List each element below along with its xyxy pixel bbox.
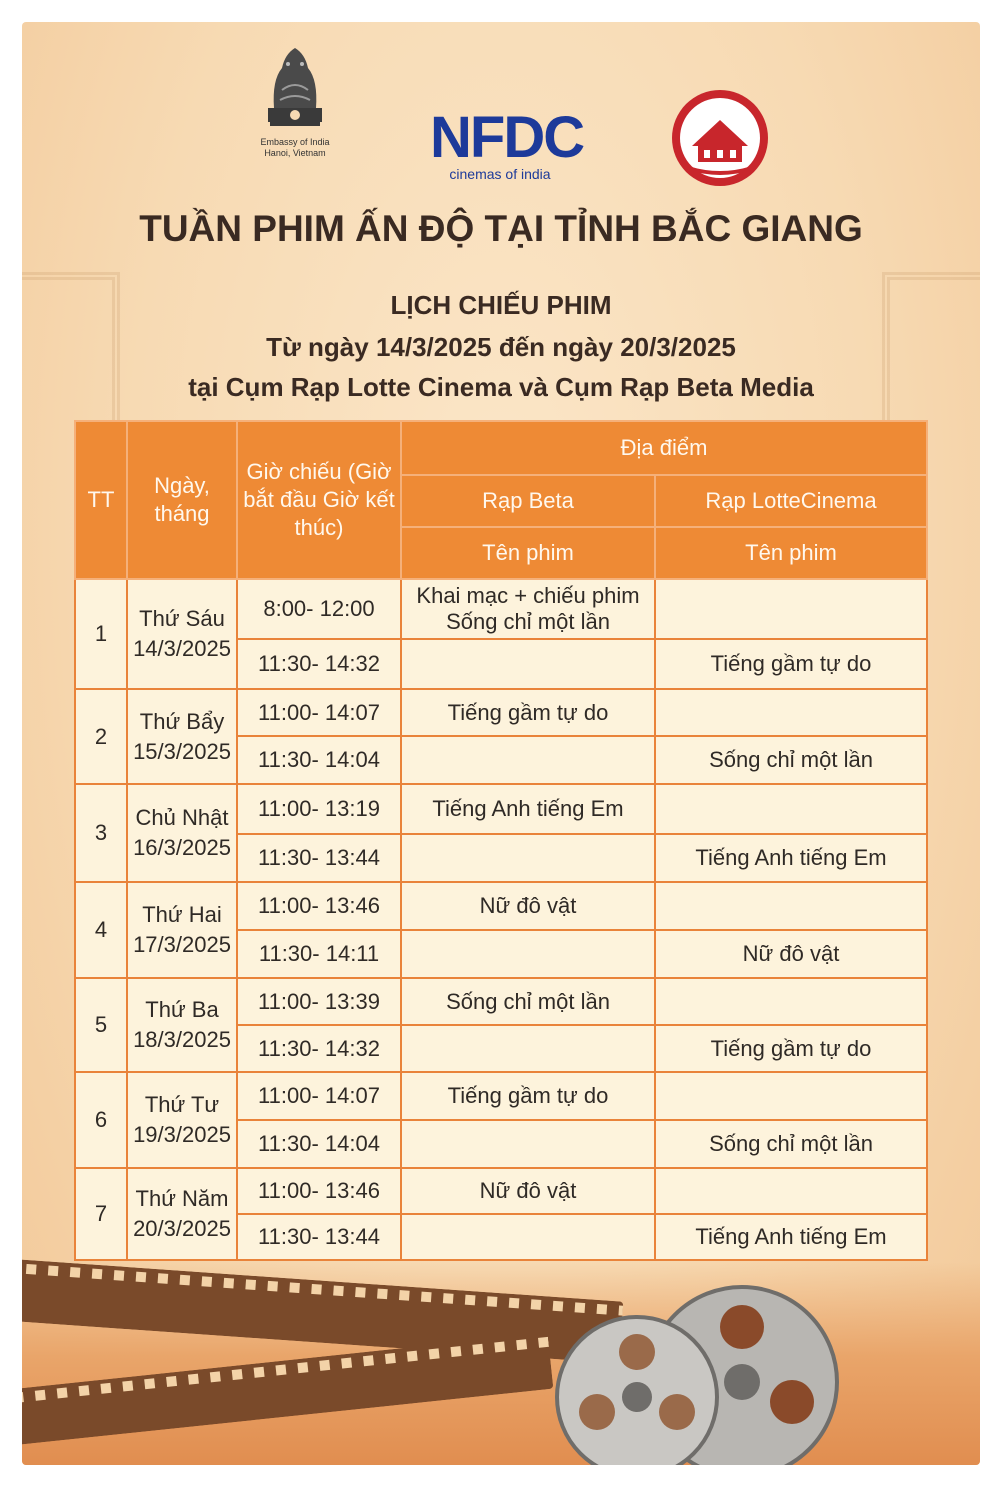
header-lotte: Rạp LotteCinema bbox=[655, 475, 927, 527]
schedule-heading: LỊCH CHIẾU PHIM bbox=[390, 290, 612, 320]
date-cell bbox=[127, 689, 237, 784]
lotte-film: Tiếng gầm tự do bbox=[655, 1025, 927, 1072]
beta-film: Khai mạc + chiếu phim Sống chỉ một lần bbox=[401, 579, 655, 639]
date: 19/3/2025 bbox=[133, 1122, 231, 1147]
showtime: 11:30- 14:04 bbox=[237, 736, 401, 784]
row-number: 3 bbox=[75, 784, 127, 882]
venues-line: tại Cụm Rạp Lotte Cinema và Cụm Rạp Beta Media bbox=[188, 372, 814, 402]
beta-film bbox=[401, 1214, 655, 1260]
table-row bbox=[75, 978, 927, 1025]
header-time: Giờ chiếu (Giờ bắt đầu Giờ kết thúc) bbox=[237, 421, 401, 579]
schedule-table bbox=[74, 420, 928, 1261]
showtime: 11:00- 14:07 bbox=[237, 1072, 401, 1120]
weekday: Thứ Sáu bbox=[139, 606, 225, 631]
lotte-film: Sống chỉ một lần bbox=[655, 736, 927, 784]
weekday: Chủ Nhật bbox=[135, 805, 229, 830]
film-reel-icon bbox=[542, 1272, 842, 1465]
date-cell bbox=[127, 882, 237, 978]
lotte-film: Sống chỉ một lần bbox=[655, 1120, 927, 1168]
lotte-film bbox=[655, 784, 927, 834]
table-row bbox=[75, 579, 927, 639]
lotte-film: Nữ đô vật bbox=[655, 930, 927, 978]
beta-film bbox=[401, 930, 655, 978]
row-number: 5 bbox=[75, 978, 127, 1072]
showtime: 11:00- 14:07 bbox=[237, 689, 401, 736]
header-tt: TT bbox=[75, 421, 127, 579]
lotte-film: Tiếng gầm tự do bbox=[655, 639, 927, 689]
row-number: 1 bbox=[75, 579, 127, 689]
beta-film: Sống chỉ một lần bbox=[401, 978, 655, 1025]
bac-giang-seal-icon bbox=[670, 88, 770, 188]
beta-film bbox=[401, 834, 655, 882]
nfdc-tagline: cinemas of india bbox=[449, 166, 551, 182]
nfdc-wordmark: NFDC bbox=[430, 105, 584, 170]
date: 18/3/2025 bbox=[133, 1027, 231, 1052]
lotte-film: Tiếng Anh tiếng Em bbox=[655, 834, 927, 882]
date: 14/3/2025 bbox=[133, 636, 231, 661]
beta-film: Nữ đô vật bbox=[401, 882, 655, 930]
ashoka-emblem-icon bbox=[260, 40, 330, 135]
table-row bbox=[75, 1168, 927, 1214]
date: 17/3/2025 bbox=[133, 932, 231, 957]
table-row bbox=[75, 1072, 927, 1120]
lotte-film bbox=[655, 579, 927, 639]
table-row bbox=[75, 689, 927, 736]
beta-film: Tiếng gầm tự do bbox=[401, 689, 655, 736]
date-range: Từ ngày 14/3/2025 đến ngày 20/3/2025 bbox=[266, 332, 736, 362]
header-film-beta: Tên phim bbox=[401, 527, 655, 579]
lotte-film bbox=[655, 1168, 927, 1214]
showtime: 11:30- 13:44 bbox=[237, 1214, 401, 1260]
weekday: Thứ Năm bbox=[135, 1186, 229, 1211]
beta-film bbox=[401, 639, 655, 689]
table-row bbox=[75, 882, 927, 930]
showtime: 11:30- 14:32 bbox=[237, 639, 401, 689]
beta-film: Nữ đô vật bbox=[401, 1168, 655, 1214]
weekday: Thứ Tư bbox=[144, 1092, 220, 1117]
emblem-caption-line1: Embassy of India bbox=[260, 137, 330, 147]
weekday: Thứ Bẩy bbox=[139, 708, 225, 734]
header-venue: Địa điểm bbox=[401, 421, 927, 475]
embassy-of-india-logo bbox=[240, 40, 350, 159]
poster bbox=[22, 22, 980, 1465]
table-row bbox=[75, 784, 927, 834]
date: 15/3/2025 bbox=[133, 738, 231, 764]
header-film-lotte: Tên phim bbox=[655, 527, 927, 579]
weekday: Thứ Ba bbox=[145, 997, 219, 1022]
lotte-film bbox=[655, 978, 927, 1025]
beta-film bbox=[401, 1025, 655, 1072]
showtime: 11:00- 13:19 bbox=[237, 784, 401, 834]
date-cell bbox=[127, 1168, 237, 1260]
showtime: 11:30- 14:04 bbox=[237, 1120, 401, 1168]
showtime: 11:00- 13:46 bbox=[237, 882, 401, 930]
nfdc-logo bbox=[430, 105, 584, 182]
lotte-film bbox=[655, 1072, 927, 1120]
row-number: 7 bbox=[75, 1168, 127, 1260]
row-number: 6 bbox=[75, 1072, 127, 1168]
date-cell bbox=[127, 784, 237, 882]
lotte-film bbox=[655, 882, 927, 930]
beta-film bbox=[401, 736, 655, 784]
showtime: 11:30- 13:44 bbox=[237, 834, 401, 882]
lotte-film: Tiếng Anh tiếng Em bbox=[655, 1214, 927, 1260]
showtime: 8:00- 12:00 bbox=[237, 579, 401, 639]
beta-film: Tiếng Anh tiếng Em bbox=[401, 784, 655, 834]
date: 20/3/2025 bbox=[133, 1216, 231, 1241]
date-cell bbox=[127, 579, 237, 689]
showtime: 11:30- 14:32 bbox=[237, 1025, 401, 1072]
header-date: Ngày, tháng bbox=[127, 421, 237, 579]
date-cell bbox=[127, 978, 237, 1072]
lotte-film bbox=[655, 689, 927, 736]
date: 16/3/2025 bbox=[133, 835, 231, 860]
header-beta: Rạp Beta bbox=[401, 475, 655, 527]
poster-title: TUẦN PHIM ẤN ĐỘ TẠI TỈNH BẮC GIANG bbox=[139, 208, 863, 249]
bac-giang-logo bbox=[670, 88, 770, 188]
weekday: Thứ Hai bbox=[142, 902, 222, 927]
date-cell bbox=[127, 1072, 237, 1168]
showtime: 11:00- 13:46 bbox=[237, 1168, 401, 1214]
beta-film: Tiếng gầm tự do bbox=[401, 1072, 655, 1120]
row-number: 2 bbox=[75, 689, 127, 784]
emblem-caption-line2: Hanoi, Vietnam bbox=[264, 148, 326, 158]
showtime: 11:00- 13:39 bbox=[237, 978, 401, 1025]
row-number: 4 bbox=[75, 882, 127, 978]
showtime: 11:30- 14:11 bbox=[237, 930, 401, 978]
beta-film bbox=[401, 1120, 655, 1168]
